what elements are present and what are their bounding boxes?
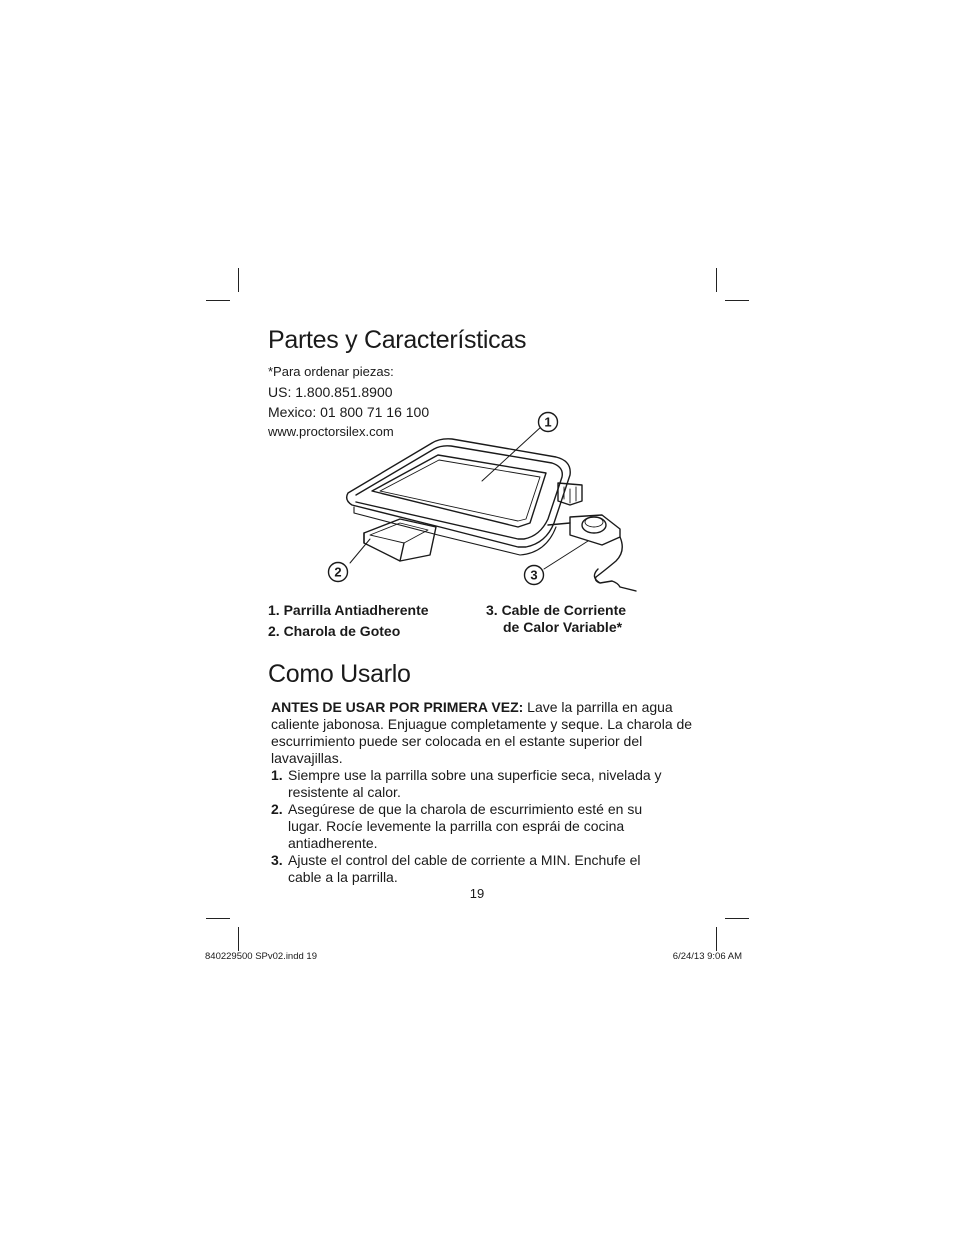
leader-line-2 xyxy=(350,539,370,563)
footer-file-name: 840229500 SPv02.indd 19 xyxy=(205,951,317,962)
callout-2 xyxy=(327,561,349,583)
crop-mark-top-right-h xyxy=(725,300,749,301)
part-item-1: 1. Parrilla Antiadherente xyxy=(268,602,429,618)
svg-text:1: 1 xyxy=(544,414,552,430)
parts-list-left xyxy=(268,602,429,640)
callout-1 xyxy=(537,411,559,433)
griddle-illustration xyxy=(320,405,660,595)
crop-mark-bottom-left-v xyxy=(238,927,239,951)
intro-text: Lave la parrilla en agua caliente jabonosa. Enjuague completamente y seque. La charola de escurrimiento puede ser colocada en el estante superior del lavavajillas. xyxy=(271,699,693,766)
crop-mark-top-left-h xyxy=(206,300,230,301)
step-text: Ajuste el control del cable de corriente a MIN. Enchufe el cable a la parrilla. xyxy=(288,852,641,885)
step-number: 2. xyxy=(271,801,283,817)
step-text: Asegúrese de que la charola de escurrimiento esté en su lugar. Rocíe levemente la parrilla con esprái de cocina antiadherente. xyxy=(288,801,643,851)
svg-text:2: 2 xyxy=(334,564,342,580)
usage-title: Como Usarlo xyxy=(268,660,411,688)
cooking-plate-inner xyxy=(380,460,540,521)
step-text: Siempre use la parrilla sobre una superficie seca, nivelada y resistente al calor. xyxy=(288,767,662,800)
part-item-3-cont: de Calor Variable* xyxy=(503,619,623,635)
crop-mark-top-right-v xyxy=(716,268,717,292)
mexico-phone: Mexico: 01 800 71 16 100 xyxy=(268,404,430,420)
crop-mark-bottom-left-h xyxy=(206,918,230,919)
parts-list-right xyxy=(486,602,626,636)
callout-3 xyxy=(523,564,545,586)
order-note: *Para ordenar piezas: xyxy=(268,364,394,379)
us-phone: US: 1.800.851.8900 xyxy=(268,384,393,400)
step-3 xyxy=(271,852,651,886)
part-item-3: 3. Cable de Corriente xyxy=(486,602,627,618)
footer-timestamp: 6/24/13 9:06 AM xyxy=(672,951,742,962)
page-number: 19 xyxy=(469,886,485,901)
temperature-probe xyxy=(548,515,636,591)
step-2 xyxy=(271,801,663,852)
intro-paragraph xyxy=(271,699,701,767)
crop-mark-top-left-v xyxy=(238,268,239,292)
crop-mark-bottom-right-h xyxy=(725,918,749,919)
crop-mark-bottom-right-v xyxy=(716,927,717,951)
svg-text:3: 3 xyxy=(530,567,538,583)
step-1 xyxy=(271,767,663,801)
leader-line-3 xyxy=(544,541,588,569)
parts-title: Partes y Características xyxy=(268,326,527,354)
website-link[interactable]: www.proctorsilex.com xyxy=(268,424,394,439)
step-number: 3. xyxy=(271,852,283,868)
usage-content xyxy=(271,699,701,886)
intro-bold: ANTES DE USAR POR PRIMERA VEZ: xyxy=(271,699,524,715)
part-item-2: 2. Charola de Goteo xyxy=(268,623,401,639)
step-number: 1. xyxy=(271,767,283,783)
